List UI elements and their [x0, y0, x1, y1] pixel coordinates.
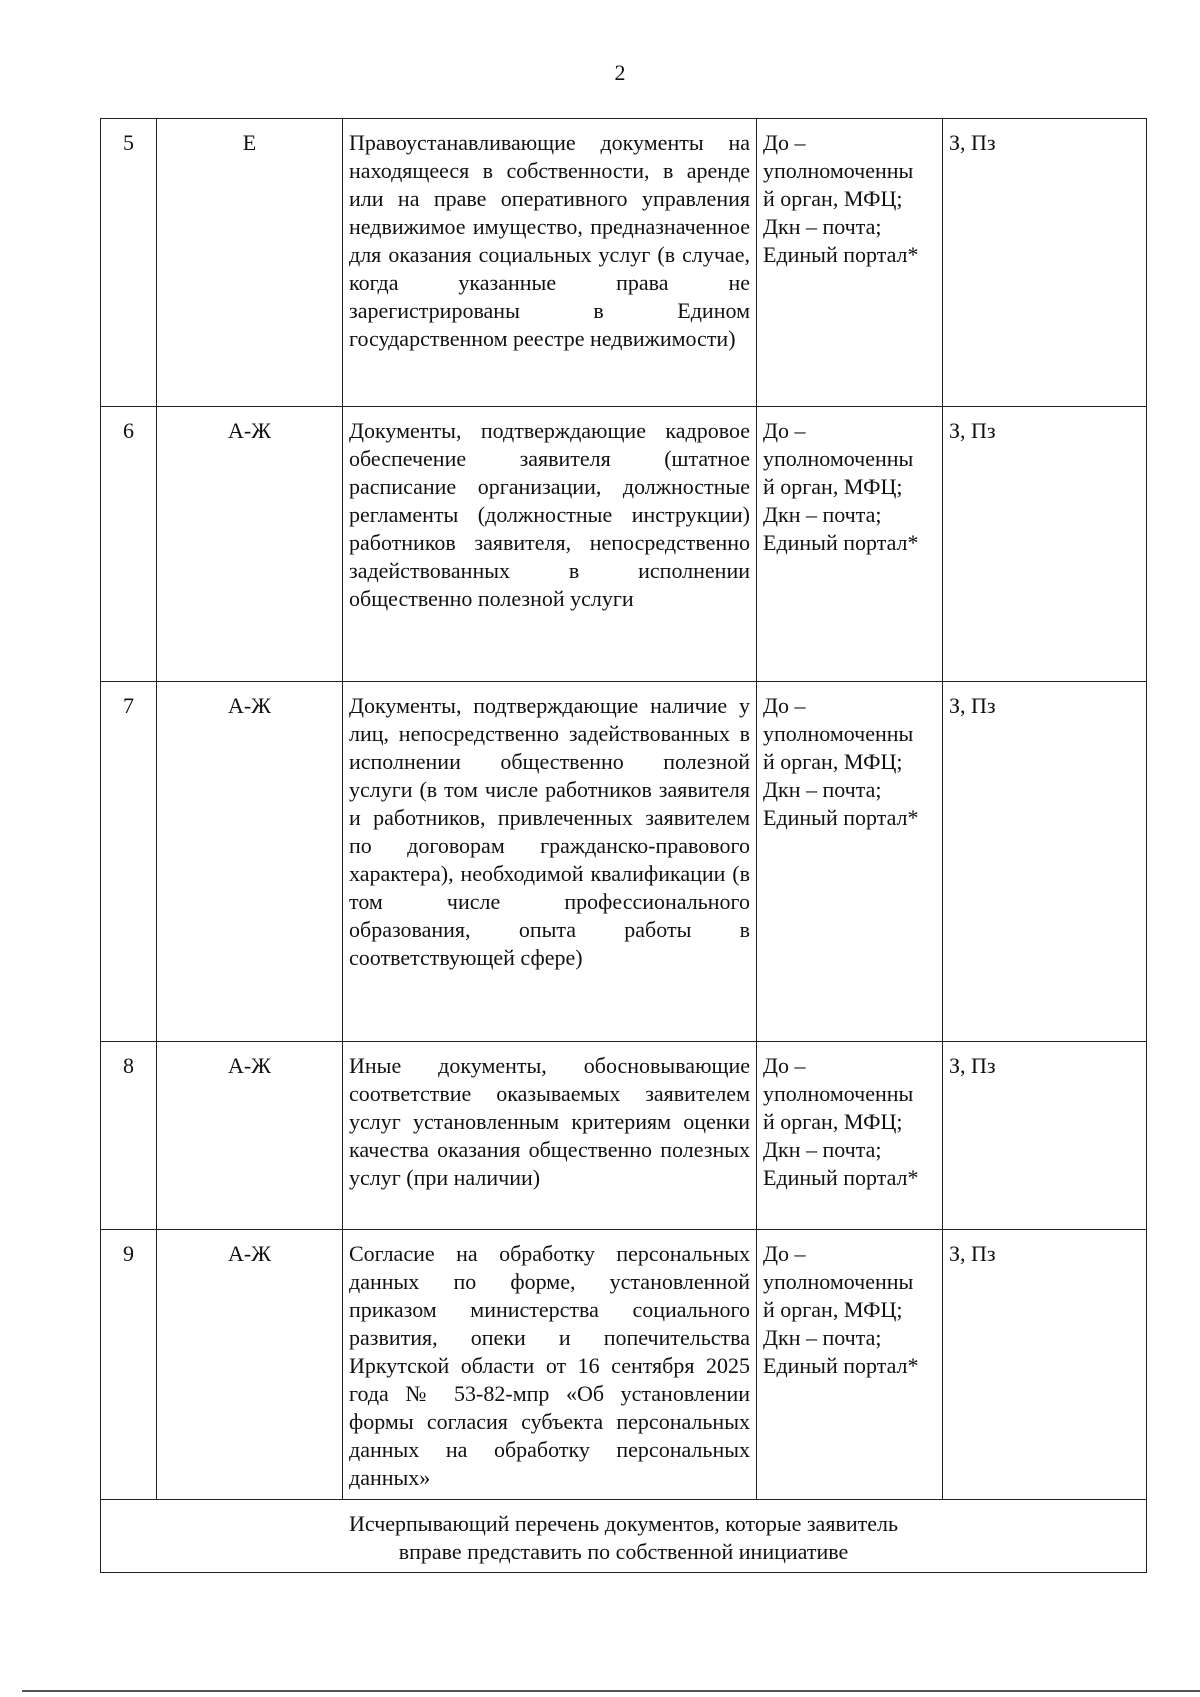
document-description: Правоустанавливающие документы на находящееся в собственности, в аренде или на праве оперативного управления недвижимое имущество, предназначенное для оказания социальных услуг (в случае, когда указанные права не зарегистрированы в Едином государственном реестре недвижимости) [343, 119, 757, 407]
method-line: Единый портал* [763, 1353, 919, 1378]
document-description: Согласие на обработку персональных данных по форме, установленной приказом министерства социального развития, опеки и попечительства Иркутской области от 16 сентября 2025 года № 53-82-мпр «Об установлении формы согласия субъекта персональных данных на обработку персональных данных» [343, 1230, 757, 1500]
method-line: До – [763, 130, 806, 155]
document-type-note: З, Пз [943, 682, 1147, 1042]
row-number: 9 [101, 1230, 157, 1500]
documents-table [100, 118, 1147, 1573]
row-number: 7 [101, 682, 157, 1042]
document-type-note: З, Пз [943, 1042, 1147, 1230]
table-row [101, 682, 1147, 1042]
applicant-category: Е [157, 119, 343, 407]
method-line: уполномоченны [763, 446, 914, 471]
method-line: Единый портал* [763, 1165, 919, 1190]
document-type-note: З, Пз [943, 119, 1147, 407]
page-number: 2 [614, 60, 626, 85]
submission-method [757, 1042, 943, 1230]
method-line: Дкн – почта; [763, 502, 882, 527]
method-line: До – [763, 1241, 806, 1266]
row-number: 8 [101, 1042, 157, 1230]
method-line: й орган, МФЦ; [763, 749, 903, 774]
document-description: Иные документы, обосновывающие соответствие оказываемых заявителем услуг установленным критериям оценки качества оказания общественно полезных услуг (при наличии) [343, 1042, 757, 1230]
table-footer-row [101, 1500, 1147, 1573]
method-line: Единый портал* [763, 805, 919, 830]
method-line: й орган, МФЦ; [763, 474, 903, 499]
method-line: Дкн – почта; [763, 214, 882, 239]
method-line: До – [763, 418, 806, 443]
method-line: Единый портал* [763, 242, 919, 267]
method-line: й орган, МФЦ; [763, 186, 903, 211]
section-heading-line: Исчерпывающий перечень документов, которые заявитель [348, 1511, 898, 1536]
method-line: уполномоченны [763, 1081, 914, 1106]
document-description: Документы, подтверждающие кадровое обеспечение заявителя (штатное расписание организации, должностные регламенты (должностные инструкции) работников заявителя, непосредственно задействованных в исполнении общественно полезной услуги [343, 407, 757, 682]
method-line: уполномоченны [763, 721, 914, 746]
applicant-category: А-Ж [157, 1042, 343, 1230]
applicant-category: А-Ж [157, 1230, 343, 1500]
submission-method [757, 407, 943, 682]
table-row [101, 119, 1147, 407]
submission-method [757, 119, 943, 407]
row-number: 5 [101, 119, 157, 407]
method-line: Единый портал* [763, 530, 919, 555]
method-line: уполномоченны [763, 158, 914, 183]
table-row [101, 407, 1147, 682]
method-line: Дкн – почта; [763, 1137, 882, 1162]
method-line: й орган, МФЦ; [763, 1109, 903, 1134]
method-line: Дкн – почта; [763, 1325, 882, 1350]
applicant-category: А-Ж [157, 407, 343, 682]
table-row [101, 1230, 1147, 1500]
page-bottom-rule [22, 1690, 1200, 1692]
row-number: 6 [101, 407, 157, 682]
section-heading-line: вправе представить по собственной инициативе [398, 1539, 849, 1564]
submission-method [757, 1230, 943, 1500]
section-heading [101, 1500, 1147, 1573]
document-type-note: З, Пз [943, 407, 1147, 682]
applicant-category: А-Ж [157, 682, 343, 1042]
table-row [101, 1042, 1147, 1230]
method-line: До – [763, 693, 806, 718]
method-line: До – [763, 1053, 806, 1078]
method-line: Дкн – почта; [763, 777, 882, 802]
document-type-note: З, Пз [943, 1230, 1147, 1500]
method-line: уполномоченны [763, 1269, 914, 1294]
method-line: й орган, МФЦ; [763, 1297, 903, 1322]
document-description: Документы, подтверждающие наличие у лиц, непосредственно задействованных в исполнении общественно полезной услуги (в том числе работников заявителя и работников, привлеченных заявителем по договорам гражданско-правового характера), необходимой квалификации (в том числе профессионального образования, опыта работы в соответствующей сфере) [343, 682, 757, 1042]
submission-method [757, 682, 943, 1042]
